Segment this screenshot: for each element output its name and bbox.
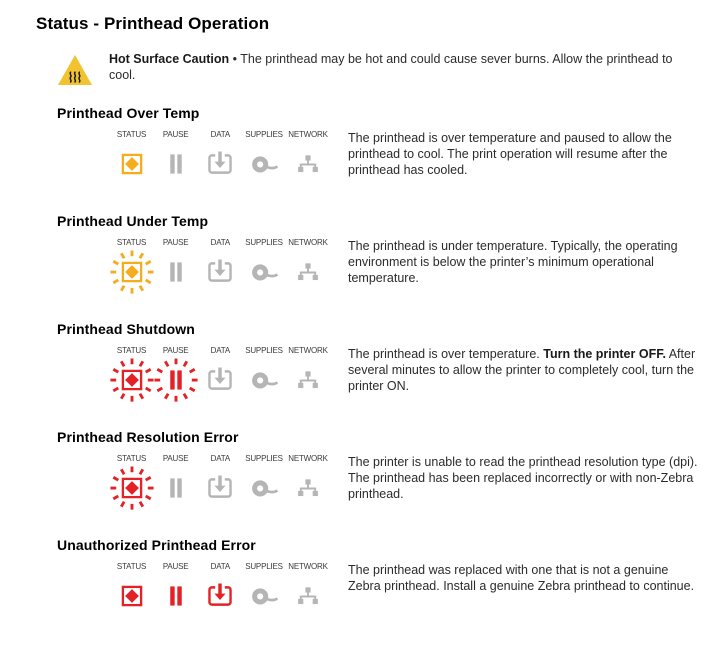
network-label: NETWORK [288,129,328,139]
supplies-label: SUPPLIES [245,561,283,571]
network-icon [285,573,331,619]
status-section [57,321,707,403]
data-label: DATA [210,237,230,247]
pause-label: PAUSE [163,129,189,139]
status-label: STATUS [117,345,147,355]
hot-surface-caution-banner [57,51,707,91]
supplies-label: SUPPLIES [245,345,283,355]
status-icon [109,141,155,187]
status-section [57,537,707,619]
indicator-network [286,129,330,187]
indicator-pause [154,129,198,187]
indicator-supplies [242,129,286,187]
status-section [57,105,707,187]
data-label: DATA [210,345,230,355]
network-label: NETWORK [288,237,328,247]
status-section-list [57,105,707,619]
network-icon [285,465,331,511]
indicator-data [198,129,242,187]
data-icon [197,465,243,511]
supplies-icon [241,249,287,295]
pause-icon [153,249,199,295]
supplies-label: SUPPLIES [245,129,283,139]
pause-label: PAUSE [163,453,189,463]
pause-icon [153,357,199,403]
supplies-icon [241,465,287,511]
section-title: Printhead Over Temp [57,105,200,121]
section-title: Printhead Shutdown [57,321,195,337]
status-icon [109,573,155,619]
section-description: The printhead is over temperature. Turn the printer OFF. After several minutes to allow the printer to completely cool, turn the printer ON. [348,347,696,393]
network-icon [285,141,331,187]
status-label: STATUS [117,237,147,247]
supplies-icon [241,141,287,187]
indicator-status [110,129,154,187]
indicator-data [198,345,242,403]
indicator-panel [110,345,330,403]
pause-label: PAUSE [163,237,189,247]
caution-text [109,51,675,83]
section-title: Printhead Under Temp [57,213,209,229]
indicator-supplies [242,237,286,295]
status-icon [109,465,155,511]
network-label: NETWORK [288,561,328,571]
section-description: The printhead is under temperature. Typically, the operating environment is below the printer’s minimum operational temperature. [348,239,678,285]
data-icon [197,573,243,619]
indicator-data [198,237,242,295]
indicator-supplies [242,345,286,403]
caution-label: Hot Surface Caution [109,52,230,66]
indicator-pause [154,237,198,295]
indicator-pause [154,453,198,511]
status-icon [109,357,155,403]
data-label: DATA [210,129,230,139]
data-icon [197,249,243,295]
indicator-network [286,453,330,511]
indicator-status [110,345,154,403]
section-title: Unauthorized Printhead Error [57,537,256,553]
status-section [57,429,707,511]
indicator-supplies [242,561,286,619]
indicator-data [198,453,242,511]
indicator-pause [154,561,198,619]
status-icon [109,249,155,295]
status-label: STATUS [117,561,147,571]
section-description: The printer is unable to read the printhead resolution type (dpi). The printhead has been replaced incorrectly or with non-Zebra printhead. [348,455,698,501]
indicator-network [286,345,330,403]
network-icon [285,249,331,295]
pause-label: PAUSE [163,345,189,355]
indicator-status [110,561,154,619]
data-icon [197,141,243,187]
section-title: Printhead Resolution Error [57,429,239,445]
data-icon [197,357,243,403]
supplies-icon [241,573,287,619]
indicator-status [110,237,154,295]
indicator-panel [110,453,330,511]
status-section [57,213,707,295]
data-label: DATA [210,453,230,463]
caution-bullet: • [232,52,238,66]
pause-icon [153,141,199,187]
indicator-panel [110,561,330,619]
indicator-network [286,561,330,619]
supplies-icon [241,357,287,403]
indicator-panel [110,129,330,187]
page-title: Status - Printhead Operation [36,14,270,33]
network-icon [285,357,331,403]
section-description: The printhead is over temperature and paused to allow the printhead to cool. The print operation will resume after the printhead has cooled. [348,131,672,177]
indicator-status [110,453,154,511]
status-label: STATUS [117,453,147,463]
indicator-data [198,561,242,619]
pause-icon [153,573,199,619]
section-description: The printhead was replaced with one that is not a genuine Zebra printhead. Install a genuine Zebra printhead to continue. [348,563,695,593]
caution-body: The printhead may be hot and could cause sever burns. Allow the printhead to cool. [109,52,673,82]
pause-label: PAUSE [163,561,189,571]
data-label: DATA [210,561,230,571]
indicator-supplies [242,453,286,511]
indicator-network [286,237,330,295]
supplies-label: SUPPLIES [245,237,283,247]
indicator-pause [154,345,198,403]
indicator-panel [110,237,330,295]
network-label: NETWORK [288,453,328,463]
pause-icon [153,465,199,511]
status-label: STATUS [117,129,147,139]
supplies-label: SUPPLIES [245,453,283,463]
hot-surface-icon [57,54,93,91]
network-label: NETWORK [288,345,328,355]
